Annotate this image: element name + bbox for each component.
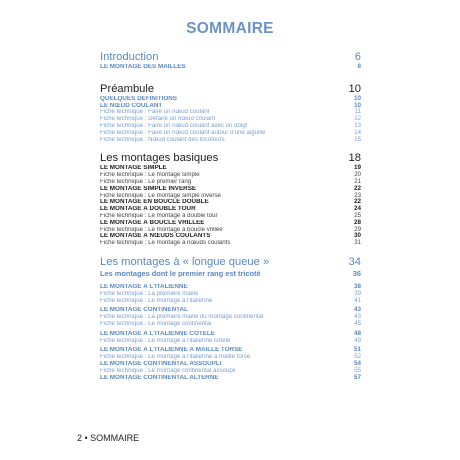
section-title: Les montages à « longue queue »	[100, 255, 270, 268]
toc-entry[interactable]: Fiche technique : Le montage à l'italienne à maille torse 52	[100, 353, 361, 361]
toc-section-longue-queue[interactable]	[100, 255, 361, 269]
page-footer: 2 • SOMMAIRE	[77, 433, 140, 443]
toc-entry[interactable]: Fiche technique : Le premier rang 21	[100, 177, 361, 185]
section-page: 6	[354, 51, 361, 63]
table-of-contents	[100, 50, 361, 381]
toc-section-introduction[interactable]	[100, 50, 361, 64]
toc-entry[interactable]: Fiche technique : Le montage à double tour 25	[100, 211, 361, 219]
section-page: 10	[348, 82, 361, 95]
toc-entry[interactable]: Fiche technique : Faire un nœud coulant autour d'une aiguille 14	[100, 128, 361, 136]
toc-entry[interactable]: LE MONTAGE À L'ITALIENNE 38	[100, 282, 361, 290]
section-title: Préambule	[100, 82, 155, 95]
toc-entry[interactable]: Fiche technique : Le montage simple 20	[100, 171, 361, 179]
section-title: Les montages basiques	[100, 152, 219, 165]
toc-entry[interactable]: LE MONTAGE À L'ITALIENNE CÔTELÉ 48	[100, 329, 361, 337]
toc-entry[interactable]: LE MONTAGE À NŒUDS COULANTS 30	[100, 232, 361, 240]
toc-entry[interactable]: LE MONTAGE SIMPLE INVERSÉ 22	[100, 184, 361, 192]
toc-entry[interactable]: LE MONTAGE À L'ITALIENNE À MAILLE TORSE 51	[100, 346, 361, 354]
toc-entry[interactable]: LE NŒUD COULANT 10	[100, 101, 361, 109]
page-title: SOMMAIRE	[186, 20, 274, 37]
toc-entry[interactable]: Fiche technique : Le montage à boucle vrillée 29	[100, 225, 361, 233]
toc-entry[interactable]: LE MONTAGE EN BOUCLE DOUBLE 22	[100, 198, 361, 206]
toc-section-preambule[interactable]	[100, 82, 361, 96]
toc-entry[interactable]: Fiche technique : Le montage simple inversé 23	[100, 191, 361, 199]
toc-entry[interactable]: Fiche technique : Le montage à l'italienne côtelé 49	[100, 336, 361, 344]
toc-entry[interactable]: Fiche technique : La première maille du montage continental 43	[100, 313, 361, 321]
toc-entry[interactable]: Fiche technique : Le montage à nœuds coulants 31	[100, 239, 361, 247]
toc-entry[interactable]: QUELQUES DÉFINITIONS 10	[100, 94, 361, 102]
toc-entry[interactable]: Fiche technique : La première maille 39	[100, 289, 361, 297]
toc-entry[interactable]: Fiche technique : Faire un nœud coulant avec un doigt 13	[100, 121, 361, 129]
toc-entry[interactable]: LE MONTAGE À BOUCLE VRILLÉE 28	[100, 218, 361, 226]
section-page: 18	[348, 152, 361, 165]
toc-entry[interactable]: Fiche technique : Défaire un nœud coulant 12	[100, 115, 361, 123]
toc-section-montages-basiques[interactable]	[100, 151, 361, 165]
toc-entry[interactable]: LE MONTAGE CONTINENTAL 43	[100, 306, 361, 314]
toc-entry[interactable]: Fiche technique : Le montage continental 45	[100, 319, 361, 327]
toc-subsection[interactable]: Les montages dont le premier rang est tricoté 36	[100, 268, 361, 278]
toc-entry[interactable]: LE MONTAGE DES MAILLES 8	[100, 63, 361, 70]
toc-entry[interactable]: Fiche technique : Le montage continental assoupli 55	[100, 366, 361, 374]
toc-entry[interactable]: LE MONTAGE SIMPLE 19	[100, 164, 361, 172]
section-title: Introduction	[100, 51, 159, 63]
toc-entry[interactable]: Fiche technique : Nœud coulant des tricoteurs 15	[100, 135, 361, 143]
toc-entry[interactable]: LE MONTAGE CONTINENTAL ALTERNÉ 57	[100, 373, 361, 381]
section-page: 34	[348, 255, 361, 268]
toc-entry[interactable]: LE MONTAGE CONTINENTAL ASSOUPLI 54	[100, 359, 361, 367]
toc-entry[interactable]: Fiche technique : Faire un nœud coulant 11	[100, 108, 361, 116]
toc-entry[interactable]: Fiche technique : Le montage à l'italienne 41	[100, 296, 361, 304]
toc-entry[interactable]: LE MONTAGE À DOUBLE TOUR 24	[100, 205, 361, 213]
